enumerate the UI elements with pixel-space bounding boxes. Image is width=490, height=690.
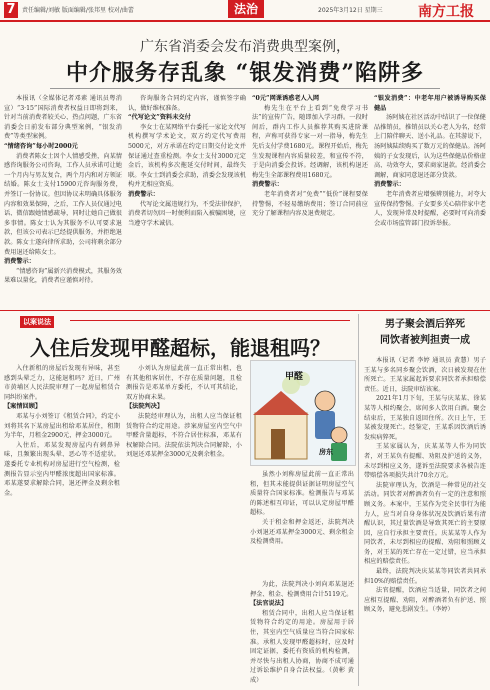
paragraph: “情感咨询”属新兴消费模式，其服务效果难以量化，消费者应谨慎对待。 bbox=[4, 267, 122, 285]
subhead: 消费警示： bbox=[4, 258, 35, 266]
section-divider bbox=[0, 310, 490, 311]
paragraph: 老年消费者对“免费”“低价”课程要保持警惕，不轻易缴纳费用；签订合同前应充分了解课程内容及退费规定。 bbox=[252, 190, 368, 218]
paragraph: 法院审理认为，饮酒是一种常见的社交活动。同饮者对醉酒者负有一定的注意和照顾义务。本案中，王某作为完全民事行为能力人，应当对自身身体状况及饮酒后果有清醒认识，其过量饮酒是导致其死亡的主要原因，应自行承担主要责任。庆某某等人作为同饮者，未尽到相应的提醒、劝阻和照顾义务，对王某的死亡存在一定过错，应当承担相应的赔偿责任。 bbox=[364, 481, 486, 566]
paragraph: 2021年1月下旬，王某与庆某某、徐某某等人相约聚会，席间多人饮用白酒。聚会结束后，王某独自返回住所。次日上午，王某被发现死亡。经鉴定，王某系因饮酒后诱发疾病猝死。 bbox=[364, 395, 486, 441]
story2-headline: 入住后发现甲醛超标，能退租吗？ bbox=[30, 336, 330, 360]
story2-col2 bbox=[126, 364, 242, 686]
subhead: 消费警示： bbox=[128, 190, 159, 198]
paragraph: 法院经审理认为，出租人应当保证租赁物符合约定用途。涉案房屋室内空气中甲醛含量超标，不符合居住标准，邓某有权解除合同。法院依法判决合同解除，小刘退还邓某押金3000元及剩余租金。 bbox=[126, 412, 242, 459]
column-divider bbox=[358, 314, 359, 686]
paragraph: 本报讯（记者 李婷 通讯员 黄慧）男子王某与多名同乡聚会饮酒，次日被发现在住所死亡。王某家属起诉要求同饮者承担赔偿责任。近日，法院审结该案。 bbox=[364, 357, 486, 393]
story1-headline: 中介服务存乱象 “银发消费”陷阱多 bbox=[66, 60, 424, 86]
story2-col3 bbox=[250, 470, 354, 578]
paragraph: 为此，法院判决小刘向邓某退还押金、租金、检测费用合计5119元。 bbox=[250, 581, 354, 598]
paragraph: 李女士在某网络平台委托一家论文代写机构撰写学术论文，双方约定代写费用5000元，对方承诺在约定日期交付论文并保证通过查重检测。李女士支付3000元定金后，该机构多次拖延交付时间，最终失联。李女士到消委会求助，消委会发现该机构并无相应资质。 bbox=[128, 123, 246, 189]
paragraph: 老年消费者应增强辨别能力，对夸大宣传保持警惕。子女要多关心陪伴家中老人，发现异常及时提醒，必要时可向消委会或市场监管部门投诉举报。 bbox=[374, 190, 486, 227]
paragraph: 汤阿姨在社区活动中结识了一位保健品推销员，推销员以关心老人为名，经常上门陪伴聊天、送小礼品。在其游说下，汤阿姨陆续购买了数万元的保健品。汤阿姨的子女发现后，认为这些保健品价格虚高、功效夸大，要求商家退款。经消委会调解，商家同意退还部分货款。 bbox=[374, 114, 486, 179]
paragraph: 代写论文属违规行为，不受法律保护，消费者切勿因一时便利而陷入被骗困境，应当遵守学术诚信。 bbox=[128, 200, 246, 227]
story3-headline-1: 男子聚会酒后猝死 bbox=[385, 319, 465, 330]
paragraph: 本报讯（全媒体记者邓素 通讯员粤消宣）“3·15”国际消费者权益日即将到来，针对当前消费者较关心、热点问题，广东省消委会日前发布部分典型案例，“银发消费”等类型案例。 bbox=[4, 95, 122, 141]
story1-col3 bbox=[252, 94, 368, 306]
paragraph: 最终，法院判决庆某某等同饮者共同承担10%的赔偿责任。 bbox=[364, 568, 486, 585]
comic-label-formaldehyde: 甲醛 bbox=[285, 372, 304, 382]
paragraph: 咨询服务合同约定内容，谨慎签字确认，做好维权准备。 bbox=[128, 95, 246, 112]
story1-col2 bbox=[128, 94, 246, 306]
comic-illustration bbox=[250, 360, 356, 466]
masthead-divider bbox=[0, 20, 490, 22]
issue-date: 2025年3月12日 星期三 bbox=[318, 7, 383, 14]
subhead: 【案情回顾】 bbox=[4, 403, 42, 411]
editor-credits: 责任编辑/刘敏 版面编辑/张邦里 校对/曲蕾 bbox=[22, 7, 134, 14]
paragraph: 消费者陈女士因个人情感受挫，向某情感咨询服务公司咨询，工作人员承诺可让她一个月内与男友复合，两个月内和对方领证结婚。陈女士支付15900元咨询服务费，并签订一份协议。但因协议未明确具体服务内容和效果保障，之后，工作人员仅通过电话、微信跟她情感疏导，同时让她自己做很多事情。陈女士认为其服务不认可要求退款，但该公司表示已经提供服务，并拒绝退款。陈女士遂向律所求助，公司将剩余部分费用退还给陈女士。 bbox=[4, 152, 122, 256]
story1-col4 bbox=[374, 94, 486, 306]
paragraph: 关于租金和押金返还，法院判决小刘退还邓某押金3000元、剩余租金及检测费用。 bbox=[250, 518, 354, 546]
story3-headline-2: 同饮者被判担责一成 bbox=[380, 335, 470, 346]
story1-kicker: 广东省消委会发布消费典型案例， bbox=[140, 39, 350, 55]
paragraph: 王某家属认为，庆某某等人作为同饮者，对王某负有提醒、劝阻及护送的义务，未尽到相应义务，遂诉至法院要求各被告连带赔偿各项损失共计70余万元。 bbox=[364, 443, 486, 480]
paragraph: 入住后，邓某发现房屋内有刺鼻异味，且频繁出现头晕、恶心等不适症状。遂委托专业机构对房屋进行空气检测，检测报告显示室内甲醛浓度超出国家标准。邓某遂要求解除合同，退还押金及剩余租金。 bbox=[4, 441, 120, 497]
case-tag: 以案说法 bbox=[20, 316, 54, 328]
subhead: “代写论文”资料未交付 bbox=[128, 114, 191, 122]
paragraph: 梅先生在平台上看到“免费学习书法”的宣传广告，随即加入学习群。一段时间后，群内工作人员推荐其购买进阶课程，声称可获得专家一对一指导，梅先生先后支付学费1680元。课程开始后，梅先生发现课程内容质量较差，和宣传不符，于是向消委会投诉。经调解，该机构退还梅先生全部课程费用1680元。 bbox=[252, 104, 368, 179]
subhead: 【法院判决】 bbox=[126, 403, 164, 411]
subhead: “情绪咨询”每小时2000元 bbox=[4, 142, 78, 150]
story1-rule bbox=[50, 88, 440, 89]
subhead: 【法官说法】 bbox=[250, 600, 288, 608]
subhead: “0元”网课诱惑老人入网 bbox=[252, 95, 320, 102]
paragraph: 法官提醒，饮酒应当适量，同饮者之间应相互提醒、劝阻，对醉酒者负有护送、照顾义务，避免悲剧发生。（李婷） bbox=[364, 587, 486, 614]
paragraph: 邓某与小刘签订《租赁合同》，约定小刘将其名下某房屋出租给邓某居住，租期为半年，月租金2900元，押金3000元。 bbox=[4, 412, 120, 440]
section-label: 法治 bbox=[228, 0, 264, 18]
subhead: “银发消费”：中老年用户被诱导购买保健品 bbox=[374, 95, 486, 112]
subhead: 消费警示： bbox=[252, 181, 283, 189]
page-number: 7 bbox=[4, 2, 18, 18]
story2-col1 bbox=[4, 364, 120, 686]
newspaper-logo: 南方工报 bbox=[418, 4, 474, 20]
paragraph: 入住新租的房屋后发现有异味，甚至感到头晕乏力，这能退租吗？近日，广州市黄埔区人民法院审理了一起房屋租赁合同纠纷案件。 bbox=[4, 365, 120, 401]
comic-label-landlord: 房东 bbox=[319, 448, 333, 456]
story2-col4 bbox=[250, 580, 354, 686]
paragraph: 租赁合同中，出租人应当保证租赁物符合约定的用途。房屋用于居住，其室内空气质量应当符合国家标准。承租人发现甲醛超标时，应及时固定证据，委托有资质的机构检测，并尽快与出租人协商，协商不成可通过诉讼维护自身合法权益。（黄彬 黄成） bbox=[250, 609, 354, 684]
subhead: 消费警示： bbox=[374, 181, 405, 189]
story1-col1 bbox=[4, 94, 122, 306]
story3-body bbox=[364, 356, 486, 686]
paragraph: 虽然小刘称房屋此前一直正常出租，但其未能提供证据证明房屋空气质量符合国家标准。检测报告与邓某的陈述相互印证，可以认定房屋甲醛超标。 bbox=[250, 471, 354, 517]
case-tag-rule bbox=[70, 320, 350, 321]
paragraph: 小刘认为房屋此前一直正常出租，也有其他租客居住，不存在质量问题，且检测报告是邓某单方委托，不认可其结论，双方协商未果。 bbox=[126, 365, 242, 401]
